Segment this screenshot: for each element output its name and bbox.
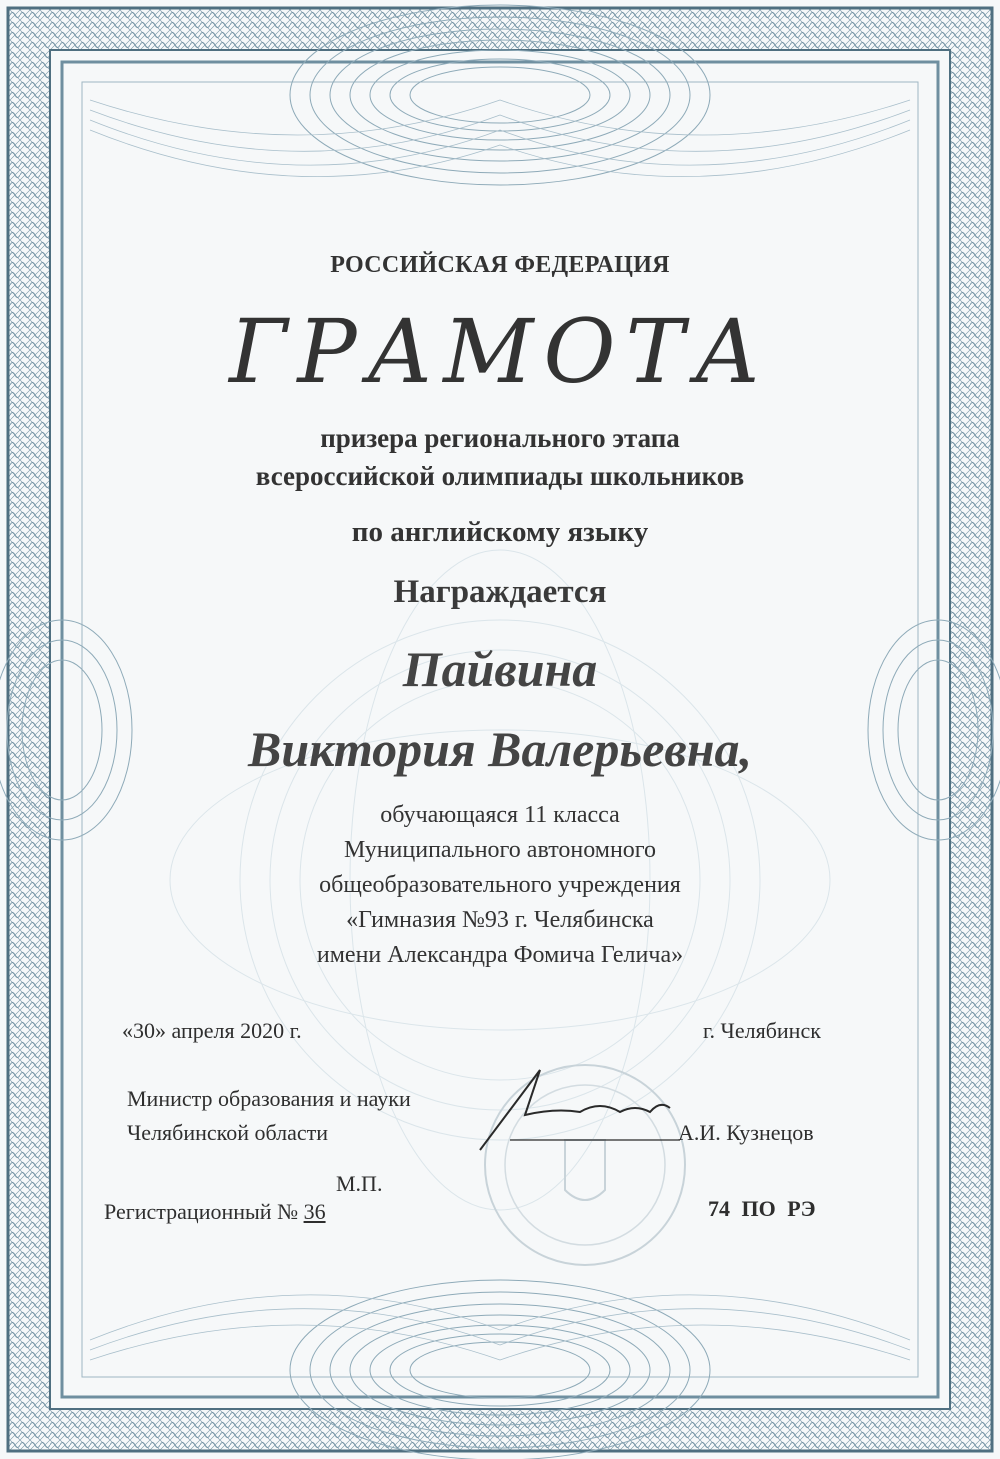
minister-title-line-2: Челябинской области bbox=[127, 1120, 329, 1145]
minister-title-line-1: Министр образования и науки bbox=[127, 1086, 411, 1111]
issue-date: «30» апреля 2020 г. bbox=[122, 1018, 302, 1043]
recipient-given-names: Виктория Валерьевна, bbox=[248, 721, 752, 777]
country-heading: РОССИЙСКАЯ ФЕДЕРАЦИЯ bbox=[330, 252, 670, 278]
subject-line: по английскому языку bbox=[351, 516, 649, 548]
certificate-title: ГРАМОТА bbox=[229, 300, 771, 403]
stamp-place-label: М.П. bbox=[336, 1171, 383, 1196]
registration-label: Регистрационный № bbox=[104, 1199, 299, 1224]
subtitle-line-1: призера регионального этапа bbox=[320, 423, 680, 453]
school-line-4: «Гимназия №93 г. Челябинска bbox=[346, 907, 654, 933]
school-line-2: Муниципального автономного bbox=[343, 837, 657, 863]
recipient-surname: Пайвина bbox=[402, 641, 598, 697]
subtitle-line-2: всероссийской олимпиады школьников bbox=[255, 461, 745, 491]
awarded-heading: Награждается bbox=[393, 574, 607, 610]
school-line-5: имени Александра Фомича Гелича» bbox=[316, 942, 684, 968]
signature bbox=[470, 1060, 690, 1160]
registration-number: 36 bbox=[303, 1199, 326, 1224]
issue-city: г. Челябинск bbox=[703, 1018, 821, 1043]
school-line-1: обучающаяся 11 класса bbox=[380, 802, 620, 828]
signer-name: А.И. Кузнецов bbox=[678, 1120, 814, 1145]
school-line-3: общеобразовательного учреждения bbox=[319, 872, 681, 898]
registration bbox=[104, 1199, 326, 1225]
series-code: 74 ПО РЭ bbox=[708, 1196, 816, 1221]
